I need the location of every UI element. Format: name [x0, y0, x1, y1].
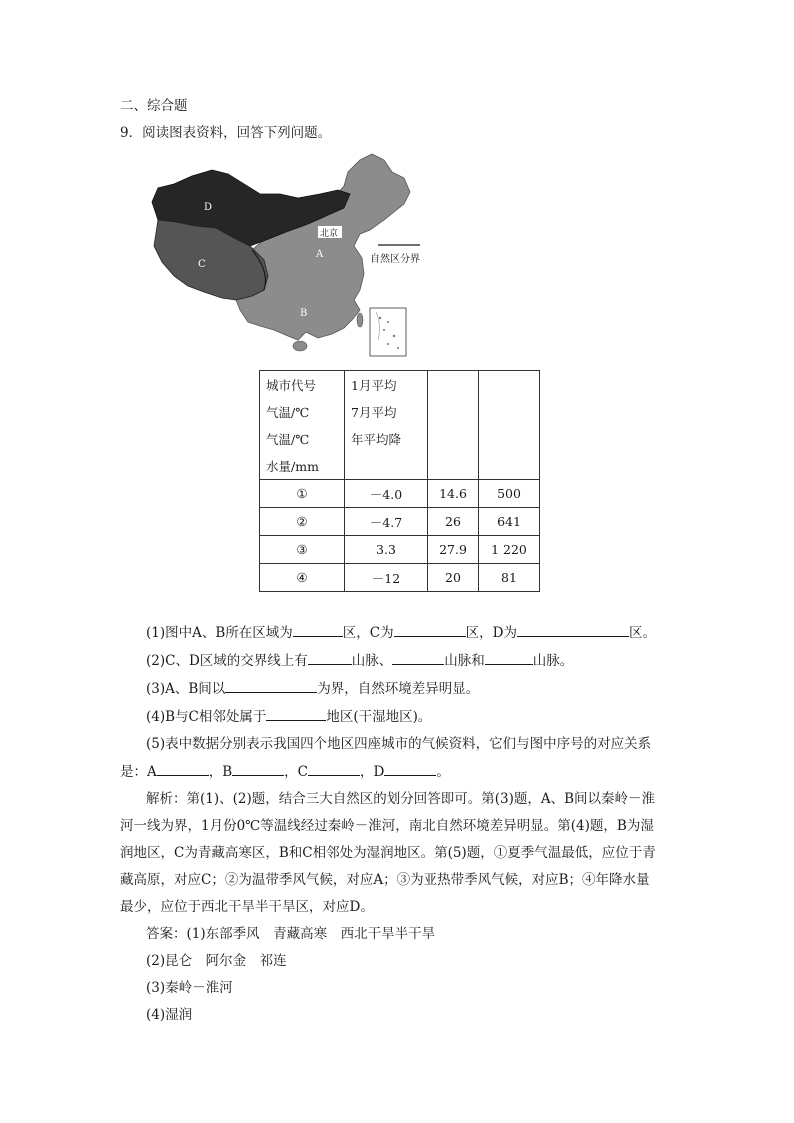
- table-cell: 81: [479, 564, 540, 592]
- map-label-beijing: 北京: [320, 229, 339, 239]
- q5-text-4: ，D: [360, 764, 385, 780]
- table-header-cell: [479, 398, 540, 425]
- q2-blank-2[interactable]: [392, 650, 444, 665]
- table-header-cell: 1月平均: [345, 371, 428, 399]
- q1-blank-1[interactable]: [293, 622, 343, 637]
- map-label-a: A: [316, 249, 324, 260]
- analysis-line-4: 藏高原，对应C；②为温带季风气候，对应A；③为亚热带季风气候，对应B；④年降水量: [120, 872, 650, 888]
- table-cell: 1 220: [479, 536, 540, 564]
- table-row: [260, 536, 540, 564]
- table-cell: 27.9: [428, 536, 479, 564]
- table-header-cell: 水量/mm: [260, 452, 345, 480]
- table-cell: ③: [260, 536, 345, 564]
- q5-text-1: 是：A: [120, 764, 157, 780]
- q3-blank-1[interactable]: [225, 678, 317, 693]
- answer-line-3: (3)秦岭－淮河: [146, 980, 233, 996]
- q1-text-1: (1)图中A、B所在区域为: [146, 625, 293, 641]
- table-header-cell: [479, 371, 540, 399]
- map-label-d: D: [204, 202, 213, 213]
- q5-blank-d[interactable]: [384, 761, 436, 776]
- q2-text-2: 山脉、: [351, 653, 393, 669]
- table-header-cell: [428, 425, 479, 452]
- table-header-row: [260, 425, 540, 452]
- q3-text-2: 为界，自然环境差异明显。: [317, 681, 480, 697]
- question-1: [146, 622, 656, 643]
- q5-text-5: 。: [436, 764, 450, 780]
- table-cell: ②: [260, 508, 345, 536]
- table-row: [260, 508, 540, 536]
- q1-text-2: 区，C为: [342, 625, 394, 641]
- table-row: [260, 480, 540, 508]
- q1-blank-3[interactable]: [517, 622, 629, 637]
- table-cell: 500: [479, 480, 540, 508]
- table-header-cell: [428, 452, 479, 480]
- table-header-cell: 气温/℃: [260, 398, 345, 425]
- table-cell: ④: [260, 564, 345, 592]
- q1-text-4: 区。: [628, 625, 656, 641]
- taiwan-island-shape: [357, 313, 363, 327]
- q4-blank-1[interactable]: [266, 706, 326, 721]
- table-header-cell: [428, 398, 479, 425]
- q1-blank-2[interactable]: [394, 622, 466, 637]
- table-header-cell: 气温/℃: [260, 425, 345, 452]
- analysis-line-3: 润地区，C为青藏高寒区，B和C相邻处为湿润地区。第(5)题，①夏季气温最低，应位于青: [120, 845, 656, 861]
- table-cell: 26: [428, 508, 479, 536]
- analysis-line-1: 解析：第(1)、(2)题，结合三大自然区的划分回答即可。第(3)题，A、B间以秦岭－淮: [146, 791, 656, 807]
- question-2: [146, 650, 573, 671]
- q2-text-4: 山脉。: [532, 653, 574, 669]
- table-header-cell: 年平均降: [345, 425, 428, 452]
- analysis-line-2: 河一线为界，1月份0℃等温线经过秦岭－淮河，南北自然环境差异明显。第(4)题，B为湿: [120, 818, 654, 834]
- q2-blank-3[interactable]: [485, 650, 533, 665]
- table-cell: －4.7: [345, 508, 428, 536]
- answer-line-1: 答案：(1)东部季风 青藏高寒 西北干旱半干旱: [146, 926, 436, 942]
- q4-text-1: (4)B与C相邻处属于: [146, 709, 267, 725]
- table-cell: ①: [260, 480, 345, 508]
- question-5-line-2: [120, 761, 450, 782]
- q5-text-3: ，C: [284, 764, 309, 780]
- legend-label: 自然区分界: [370, 254, 420, 265]
- q2-blank-1[interactable]: [308, 650, 352, 665]
- table-header-cell: [345, 452, 428, 480]
- china-natural-regions-map: [148, 150, 438, 360]
- table-header-cell: 城市代号: [260, 371, 345, 399]
- map-label-b: B: [300, 308, 308, 319]
- q5-blank-b[interactable]: [232, 761, 284, 776]
- table-cell: －12: [345, 564, 428, 592]
- table-cell: 641: [479, 508, 540, 536]
- table-header-cell: [479, 452, 540, 480]
- table-row: [260, 564, 540, 592]
- table-header-cell: 7月平均: [345, 398, 428, 425]
- south-china-sea-inset: [370, 308, 406, 356]
- table-header-row: [260, 452, 540, 480]
- analysis-line-5: 最少，应位于西北干旱半干旱区，对应D。: [120, 899, 374, 915]
- question-stem: 9．阅读图表资料，回答下列问题。: [120, 125, 332, 141]
- table-header-cell: [428, 371, 479, 399]
- map-label-c: C: [198, 259, 206, 270]
- question-3: [146, 678, 479, 699]
- table-cell: －4.0: [345, 480, 428, 508]
- question-5-line-1: (5)表中数据分别表示我国四个地区四座城市的气候资料，它们与图中序号的对应关系: [146, 736, 652, 752]
- hainan-island-shape: [293, 341, 307, 351]
- answer-line-2: (2)昆仑 阿尔金 祁连: [146, 953, 287, 969]
- table-cell: 20: [428, 564, 479, 592]
- table-header-row: [260, 398, 540, 425]
- table-cell: 14.6: [428, 480, 479, 508]
- table-header-row: [260, 371, 540, 399]
- climate-data-table: [259, 370, 540, 592]
- question-4: [146, 706, 431, 727]
- q4-text-2: 地区(干湿地区)。: [326, 709, 432, 725]
- q2-text-1: (2)C、D区域的交界线上有: [146, 653, 308, 669]
- answer-line-4: (4)湿润: [146, 1007, 193, 1023]
- q5-text-2: ，B: [208, 764, 233, 780]
- q3-text-1: (3)A、B间以: [146, 681, 226, 697]
- table-header-cell: [479, 425, 540, 452]
- section-title: 二、综合题: [120, 98, 188, 114]
- q5-blank-c[interactable]: [308, 761, 360, 776]
- table-cell: 3.3: [345, 536, 428, 564]
- map-figure: [148, 150, 438, 360]
- q2-text-3: 山脉和: [444, 653, 485, 669]
- q1-text-3: 区，D为: [465, 625, 517, 641]
- q5-blank-a[interactable]: [157, 761, 209, 776]
